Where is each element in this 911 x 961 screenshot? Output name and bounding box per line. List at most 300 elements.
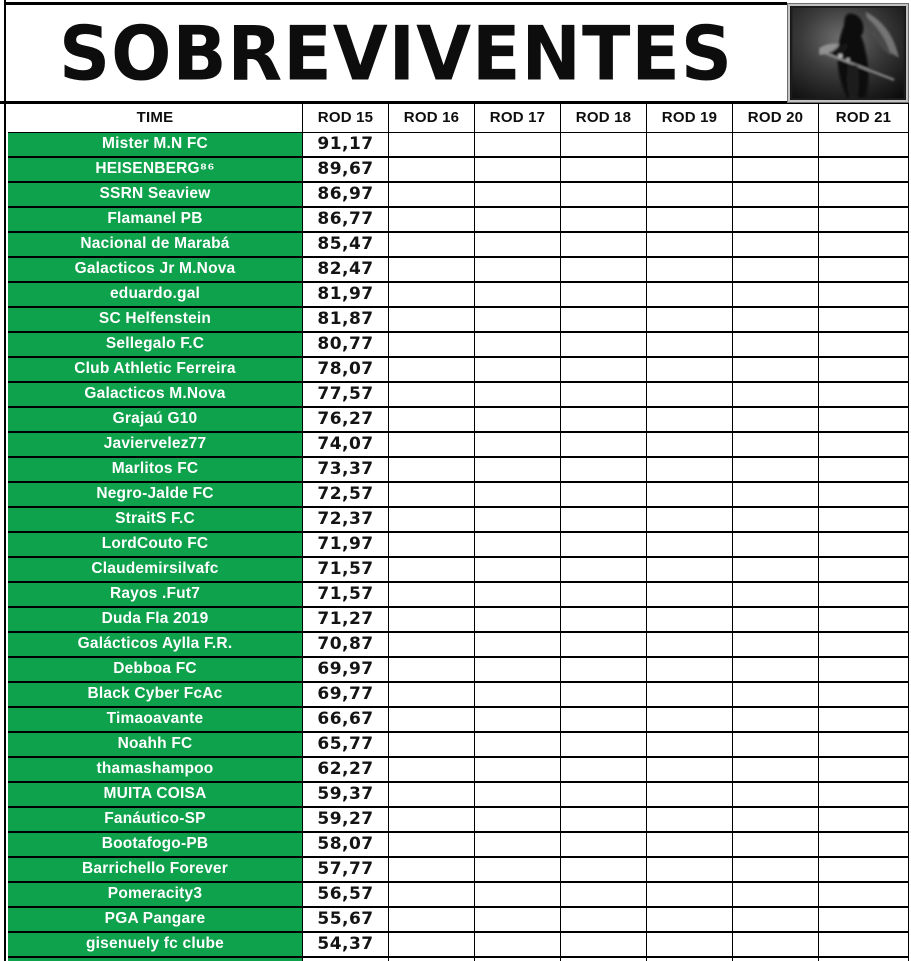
rod18-cell[interactable]	[561, 533, 647, 558]
rod21-cell[interactable]	[819, 508, 909, 533]
rod17-cell[interactable]	[475, 733, 561, 758]
rod17-cell[interactable]	[475, 558, 561, 583]
team-cell[interactable]	[8, 558, 303, 583]
team-name: Grajaú G10	[112, 410, 198, 427]
rod17-cell[interactable]	[475, 908, 561, 933]
rod19-cell[interactable]	[647, 308, 733, 333]
rod17-cell[interactable]	[475, 458, 561, 483]
rod15-score-cell[interactable]	[303, 233, 389, 258]
rod18-cell[interactable]	[561, 458, 647, 483]
team-cell[interactable]	[8, 183, 303, 208]
rod20-cell[interactable]	[733, 758, 819, 783]
rod19-cell[interactable]	[647, 408, 733, 433]
team-cell[interactable]	[8, 333, 303, 358]
team-cell[interactable]	[8, 933, 303, 958]
rod15-score-cell[interactable]	[303, 133, 389, 158]
team-name: Javiervelez77	[103, 435, 207, 452]
rod19-cell[interactable]	[647, 833, 733, 858]
column-header-rod21[interactable]: ROD 21	[819, 104, 909, 133]
rod17-cell[interactable]	[475, 283, 561, 308]
rod16-cell[interactable]	[389, 658, 475, 683]
rod15-score-cell[interactable]	[303, 433, 389, 458]
rod20-cell[interactable]	[733, 783, 819, 808]
rod16-cell[interactable]	[389, 158, 475, 183]
rod15-score-cell[interactable]	[303, 558, 389, 583]
rod17-cell[interactable]	[475, 933, 561, 958]
rod20-cell[interactable]	[733, 708, 819, 733]
rod16-cell[interactable]	[389, 808, 475, 833]
table-row	[8, 933, 909, 958]
rod15-score: 80,77	[317, 334, 374, 354]
rod15-score-cell[interactable]	[303, 358, 389, 383]
rod19-cell[interactable]	[647, 783, 733, 808]
rod20-cell[interactable]	[733, 158, 819, 183]
rod19-cell[interactable]	[647, 283, 733, 308]
team-cell[interactable]	[8, 208, 303, 233]
rod18-cell[interactable]	[561, 158, 647, 183]
rod17-cell[interactable]	[475, 308, 561, 333]
rod16-cell[interactable]	[389, 783, 475, 808]
rod15-score-cell[interactable]	[303, 308, 389, 333]
team-name: PGA Pangare	[104, 910, 206, 927]
rod19-cell[interactable]	[647, 708, 733, 733]
rod19-cell[interactable]	[647, 633, 733, 658]
rod18-cell[interactable]	[561, 633, 647, 658]
rod16-cell[interactable]	[389, 408, 475, 433]
rod15-score-cell[interactable]	[303, 708, 389, 733]
rod16-cell[interactable]	[389, 183, 475, 208]
rod16-cell[interactable]	[389, 883, 475, 908]
column-header-rod15[interactable]: ROD 15	[303, 104, 389, 133]
team-cell[interactable]	[8, 708, 303, 733]
team-cell[interactable]	[8, 283, 303, 308]
team-cell[interactable]	[8, 808, 303, 833]
rod15-score-cell[interactable]	[303, 483, 389, 508]
rod15-score-cell[interactable]	[303, 408, 389, 433]
rod16-cell[interactable]	[389, 308, 475, 333]
rod19-cell[interactable]	[647, 883, 733, 908]
rod21-cell[interactable]	[819, 933, 909, 958]
column-header-time[interactable]: TIME	[8, 104, 303, 133]
rod20-cell[interactable]	[733, 558, 819, 583]
team-name: Duda Fla 2019	[101, 610, 209, 627]
rod18-cell[interactable]	[561, 883, 647, 908]
rod20-cell[interactable]	[733, 883, 819, 908]
rod15-score-cell[interactable]	[303, 933, 389, 958]
rod15-score-cell[interactable]	[303, 583, 389, 608]
rod18-cell[interactable]	[561, 833, 647, 858]
rod15-score-cell[interactable]	[303, 608, 389, 633]
rod21-cell[interactable]	[819, 833, 909, 858]
table-row	[8, 308, 909, 333]
table-row	[8, 133, 909, 158]
rod20-cell[interactable]	[733, 908, 819, 933]
rod21-cell[interactable]	[819, 583, 909, 608]
rod16-cell[interactable]	[389, 733, 475, 758]
rod15-score-cell[interactable]	[303, 883, 389, 908]
rod20-cell[interactable]	[733, 608, 819, 633]
rod15-score: 71,57	[317, 584, 374, 604]
rod20-cell[interactable]	[733, 633, 819, 658]
rod18-cell[interactable]	[561, 583, 647, 608]
team-cell[interactable]	[8, 533, 303, 558]
team-cell[interactable]	[8, 658, 303, 683]
team-cell[interactable]	[8, 683, 303, 708]
rod18-cell[interactable]	[561, 758, 647, 783]
rod18-cell[interactable]	[561, 383, 647, 408]
rod15-score-cell[interactable]	[303, 683, 389, 708]
rod17-cell[interactable]	[475, 233, 561, 258]
rod20-cell[interactable]	[733, 683, 819, 708]
rod18-cell[interactable]	[561, 708, 647, 733]
table-row	[8, 458, 909, 483]
team-cell[interactable]	[8, 908, 303, 933]
rod15-score-cell[interactable]	[303, 808, 389, 833]
rod16-cell[interactable]	[389, 683, 475, 708]
team-cell[interactable]	[8, 133, 303, 158]
rod21-cell[interactable]	[819, 858, 909, 883]
rod16-cell[interactable]	[389, 333, 475, 358]
team-name: Timaoavante	[106, 710, 204, 727]
rod19-cell[interactable]	[647, 508, 733, 533]
rod21-cell[interactable]	[819, 258, 909, 283]
team-cell[interactable]	[8, 308, 303, 333]
rod21-cell[interactable]	[819, 733, 909, 758]
rod16-cell[interactable]	[389, 483, 475, 508]
team-cell[interactable]	[8, 833, 303, 858]
rod20-cell[interactable]	[733, 408, 819, 433]
rod21-cell[interactable]	[819, 483, 909, 508]
rod21-cell[interactable]	[819, 458, 909, 483]
rod21-cell[interactable]	[819, 383, 909, 408]
rod17-cell[interactable]	[475, 608, 561, 633]
rod16-cell[interactable]	[389, 633, 475, 658]
team-cell[interactable]	[8, 433, 303, 458]
rod19-cell[interactable]	[647, 933, 733, 958]
rod18-cell[interactable]	[561, 208, 647, 233]
rod17-cell[interactable]	[475, 708, 561, 733]
rod19-cell[interactable]	[647, 208, 733, 233]
rod19-cell[interactable]	[647, 458, 733, 483]
team-cell[interactable]	[8, 858, 303, 883]
rod16-cell[interactable]	[389, 583, 475, 608]
rod21-cell[interactable]	[819, 883, 909, 908]
rod17-cell[interactable]	[475, 783, 561, 808]
rod20-cell[interactable]	[733, 308, 819, 333]
team-cell[interactable]	[8, 783, 303, 808]
rod16-cell[interactable]	[389, 383, 475, 408]
team-name: Club Athletic Ferreira	[74, 360, 236, 377]
rod17-cell[interactable]	[475, 383, 561, 408]
rod17-cell[interactable]	[475, 483, 561, 508]
rod20-cell[interactable]	[733, 858, 819, 883]
rod17-cell[interactable]	[475, 358, 561, 383]
rod16-cell[interactable]	[389, 233, 475, 258]
rod21-cell[interactable]	[819, 633, 909, 658]
rod20-cell[interactable]	[733, 483, 819, 508]
column-header-rod16[interactable]: ROD 16	[389, 104, 475, 133]
rod15-score-cell[interactable]	[303, 783, 389, 808]
rod17-cell[interactable]	[475, 883, 561, 908]
rod18-cell[interactable]	[561, 658, 647, 683]
rod16-cell[interactable]	[389, 858, 475, 883]
rod19-cell[interactable]	[647, 233, 733, 258]
team-cell[interactable]	[8, 633, 303, 658]
rod21-cell[interactable]	[819, 208, 909, 233]
rod21-cell[interactable]	[819, 233, 909, 258]
team-cell[interactable]	[8, 383, 303, 408]
rod18-cell[interactable]	[561, 908, 647, 933]
rod20-cell[interactable]	[733, 183, 819, 208]
rod20-cell[interactable]	[733, 233, 819, 258]
rod15-score-cell[interactable]	[303, 758, 389, 783]
rod18-cell[interactable]	[561, 733, 647, 758]
rod19-cell[interactable]	[647, 683, 733, 708]
rod21-cell[interactable]	[819, 133, 909, 158]
rod17-cell[interactable]	[475, 833, 561, 858]
rod17-cell[interactable]	[475, 158, 561, 183]
team-cell[interactable]	[8, 158, 303, 183]
rod21-cell[interactable]	[819, 658, 909, 683]
rod19-cell[interactable]	[647, 333, 733, 358]
rod21-cell[interactable]	[819, 358, 909, 383]
rod18-cell[interactable]	[561, 133, 647, 158]
rod19-cell[interactable]	[647, 858, 733, 883]
rod18-cell[interactable]	[561, 433, 647, 458]
rod19-cell[interactable]	[647, 908, 733, 933]
rod19-cell[interactable]	[647, 358, 733, 383]
rod15-score-cell[interactable]	[303, 733, 389, 758]
rod15-score: 65,77	[317, 734, 374, 754]
team-cell[interactable]	[8, 458, 303, 483]
rod17-cell[interactable]	[475, 858, 561, 883]
rod16-cell[interactable]	[389, 908, 475, 933]
rod20-cell[interactable]	[733, 358, 819, 383]
rod16-cell[interactable]	[389, 458, 475, 483]
rod18-cell[interactable]	[561, 308, 647, 333]
rod16-cell[interactable]	[389, 708, 475, 733]
rod17-cell[interactable]	[475, 258, 561, 283]
rod18-cell[interactable]	[561, 933, 647, 958]
rod19-cell[interactable]	[647, 533, 733, 558]
rod17-cell[interactable]	[475, 533, 561, 558]
team-cell[interactable]	[8, 608, 303, 633]
rod18-cell[interactable]	[561, 683, 647, 708]
rod16-cell[interactable]	[389, 433, 475, 458]
rod20-cell[interactable]	[733, 333, 819, 358]
rod18-cell[interactable]	[561, 783, 647, 808]
rod21-cell[interactable]	[819, 783, 909, 808]
rod20-cell[interactable]	[733, 433, 819, 458]
rod21-cell[interactable]	[819, 683, 909, 708]
column-header-rod17[interactable]: ROD 17	[475, 104, 561, 133]
rod19-cell[interactable]	[647, 258, 733, 283]
rod18-cell[interactable]	[561, 858, 647, 883]
rod17-cell[interactable]	[475, 408, 561, 433]
table-header-row	[8, 104, 909, 133]
rod18-cell[interactable]	[561, 558, 647, 583]
rod16-cell[interactable]	[389, 283, 475, 308]
rod19-cell[interactable]	[647, 808, 733, 833]
rod18-cell[interactable]	[561, 508, 647, 533]
table-row	[8, 858, 909, 883]
rod15-score-cell[interactable]	[303, 633, 389, 658]
column-header-rod20[interactable]: ROD 20	[733, 104, 819, 133]
rod15-score: 71,57	[317, 559, 374, 579]
rod20-cell[interactable]	[733, 133, 819, 158]
rod19-cell[interactable]	[647, 133, 733, 158]
rod20-cell[interactable]	[733, 508, 819, 533]
rod20-cell[interactable]	[733, 808, 819, 833]
rod16-cell[interactable]	[389, 608, 475, 633]
rod18-cell[interactable]	[561, 258, 647, 283]
rod16-cell[interactable]	[389, 508, 475, 533]
rod15-score-cell[interactable]	[303, 833, 389, 858]
team-name: LordCouto FC	[101, 535, 209, 552]
rod20-cell[interactable]	[733, 658, 819, 683]
table-row	[8, 658, 909, 683]
rod21-cell[interactable]	[819, 708, 909, 733]
rod21-cell[interactable]	[819, 158, 909, 183]
rod15-score-cell[interactable]	[303, 158, 389, 183]
team-cell[interactable]	[8, 883, 303, 908]
column-header-rod19[interactable]: ROD 19	[647, 104, 733, 133]
rod17-cell[interactable]	[475, 508, 561, 533]
team-cell[interactable]	[8, 258, 303, 283]
rod15-score-cell[interactable]	[303, 258, 389, 283]
rod15-score-cell[interactable]	[303, 858, 389, 883]
rod17-cell[interactable]	[475, 658, 561, 683]
rod18-cell[interactable]	[561, 358, 647, 383]
rod21-cell[interactable]	[819, 308, 909, 333]
header-strip	[0, 0, 911, 101]
rod15-score-cell[interactable]	[303, 908, 389, 933]
rod19-cell[interactable]	[647, 658, 733, 683]
title-box	[6, 2, 787, 101]
team-cell[interactable]	[8, 233, 303, 258]
rod15-score-cell[interactable]	[303, 533, 389, 558]
rod16-cell[interactable]	[389, 558, 475, 583]
team-cell[interactable]	[8, 508, 303, 533]
rod15-score-cell[interactable]	[303, 183, 389, 208]
rod15-score-cell[interactable]	[303, 283, 389, 308]
rod16-cell[interactable]	[389, 258, 475, 283]
rod18-cell[interactable]	[561, 408, 647, 433]
rod15-score-cell[interactable]	[303, 208, 389, 233]
rod21-cell[interactable]	[819, 408, 909, 433]
rod21-cell[interactable]	[819, 183, 909, 208]
rod19-cell[interactable]	[647, 433, 733, 458]
rod20-cell[interactable]	[733, 533, 819, 558]
team-cell[interactable]	[8, 408, 303, 433]
rod21-cell[interactable]	[819, 333, 909, 358]
rod19-cell[interactable]	[647, 483, 733, 508]
rod17-cell[interactable]	[475, 133, 561, 158]
rod17-cell[interactable]	[475, 433, 561, 458]
rod20-cell[interactable]	[733, 258, 819, 283]
rod19-cell[interactable]	[647, 758, 733, 783]
rod18-cell[interactable]	[561, 333, 647, 358]
rod19-cell[interactable]	[647, 733, 733, 758]
rod20-cell[interactable]	[733, 833, 819, 858]
rod21-cell[interactable]	[819, 283, 909, 308]
rod20-cell[interactable]	[733, 458, 819, 483]
rod17-cell[interactable]	[475, 583, 561, 608]
rod21-cell[interactable]	[819, 758, 909, 783]
rod17-cell[interactable]	[475, 758, 561, 783]
team-cell[interactable]	[8, 583, 303, 608]
rod19-cell[interactable]	[647, 608, 733, 633]
rod17-cell[interactable]	[475, 208, 561, 233]
rod18-cell[interactable]	[561, 808, 647, 833]
rod15-score: 72,37	[317, 509, 374, 529]
rod20-cell[interactable]	[733, 933, 819, 958]
rod19-cell[interactable]	[647, 158, 733, 183]
rod15-score-cell[interactable]	[303, 333, 389, 358]
rod16-cell[interactable]	[389, 208, 475, 233]
rod18-cell[interactable]	[561, 233, 647, 258]
team-name: Flamanel PB	[107, 210, 203, 227]
rod17-cell[interactable]	[475, 633, 561, 658]
rod21-cell[interactable]	[819, 608, 909, 633]
rod21-cell[interactable]	[819, 533, 909, 558]
grim-reaper-artwork	[788, 4, 908, 102]
rod15-score-cell[interactable]	[303, 658, 389, 683]
table-row	[8, 883, 909, 908]
rod18-cell[interactable]	[561, 483, 647, 508]
rod15-score-cell[interactable]	[303, 458, 389, 483]
rod16-cell[interactable]	[389, 533, 475, 558]
rod21-cell[interactable]	[819, 808, 909, 833]
rod19-cell[interactable]	[647, 183, 733, 208]
rod15-score-cell[interactable]	[303, 383, 389, 408]
rod21-cell[interactable]	[819, 908, 909, 933]
rod15-score: 91,17	[317, 134, 374, 154]
rod20-cell[interactable]	[733, 208, 819, 233]
partial-cell	[561, 958, 647, 961]
rod20-cell[interactable]	[733, 733, 819, 758]
rod17-cell[interactable]	[475, 183, 561, 208]
team-cell[interactable]	[8, 483, 303, 508]
rod21-cell[interactable]	[819, 558, 909, 583]
rod20-cell[interactable]	[733, 583, 819, 608]
team-cell[interactable]	[8, 758, 303, 783]
team-cell[interactable]	[8, 358, 303, 383]
rod20-cell[interactable]	[733, 383, 819, 408]
team-cell[interactable]	[8, 733, 303, 758]
rod17-cell[interactable]	[475, 683, 561, 708]
rod18-cell[interactable]	[561, 608, 647, 633]
rod17-cell[interactable]	[475, 333, 561, 358]
rod15-score-cell[interactable]	[303, 508, 389, 533]
rod21-cell[interactable]	[819, 433, 909, 458]
rod16-cell[interactable]	[389, 933, 475, 958]
rod19-cell[interactable]	[647, 583, 733, 608]
rod17-cell[interactable]	[475, 808, 561, 833]
rod16-cell[interactable]	[389, 833, 475, 858]
rod16-cell[interactable]	[389, 133, 475, 158]
rod15-score: 81,97	[317, 284, 374, 304]
column-header-rod18[interactable]: ROD 18	[561, 104, 647, 133]
rod16-cell[interactable]	[389, 358, 475, 383]
rod16-cell[interactable]	[389, 758, 475, 783]
rod19-cell[interactable]	[647, 558, 733, 583]
rod20-cell[interactable]	[733, 283, 819, 308]
rod18-cell[interactable]	[561, 183, 647, 208]
rod19-cell[interactable]	[647, 383, 733, 408]
rod18-cell[interactable]	[561, 283, 647, 308]
team-name: Mister M.N FC	[102, 135, 208, 152]
